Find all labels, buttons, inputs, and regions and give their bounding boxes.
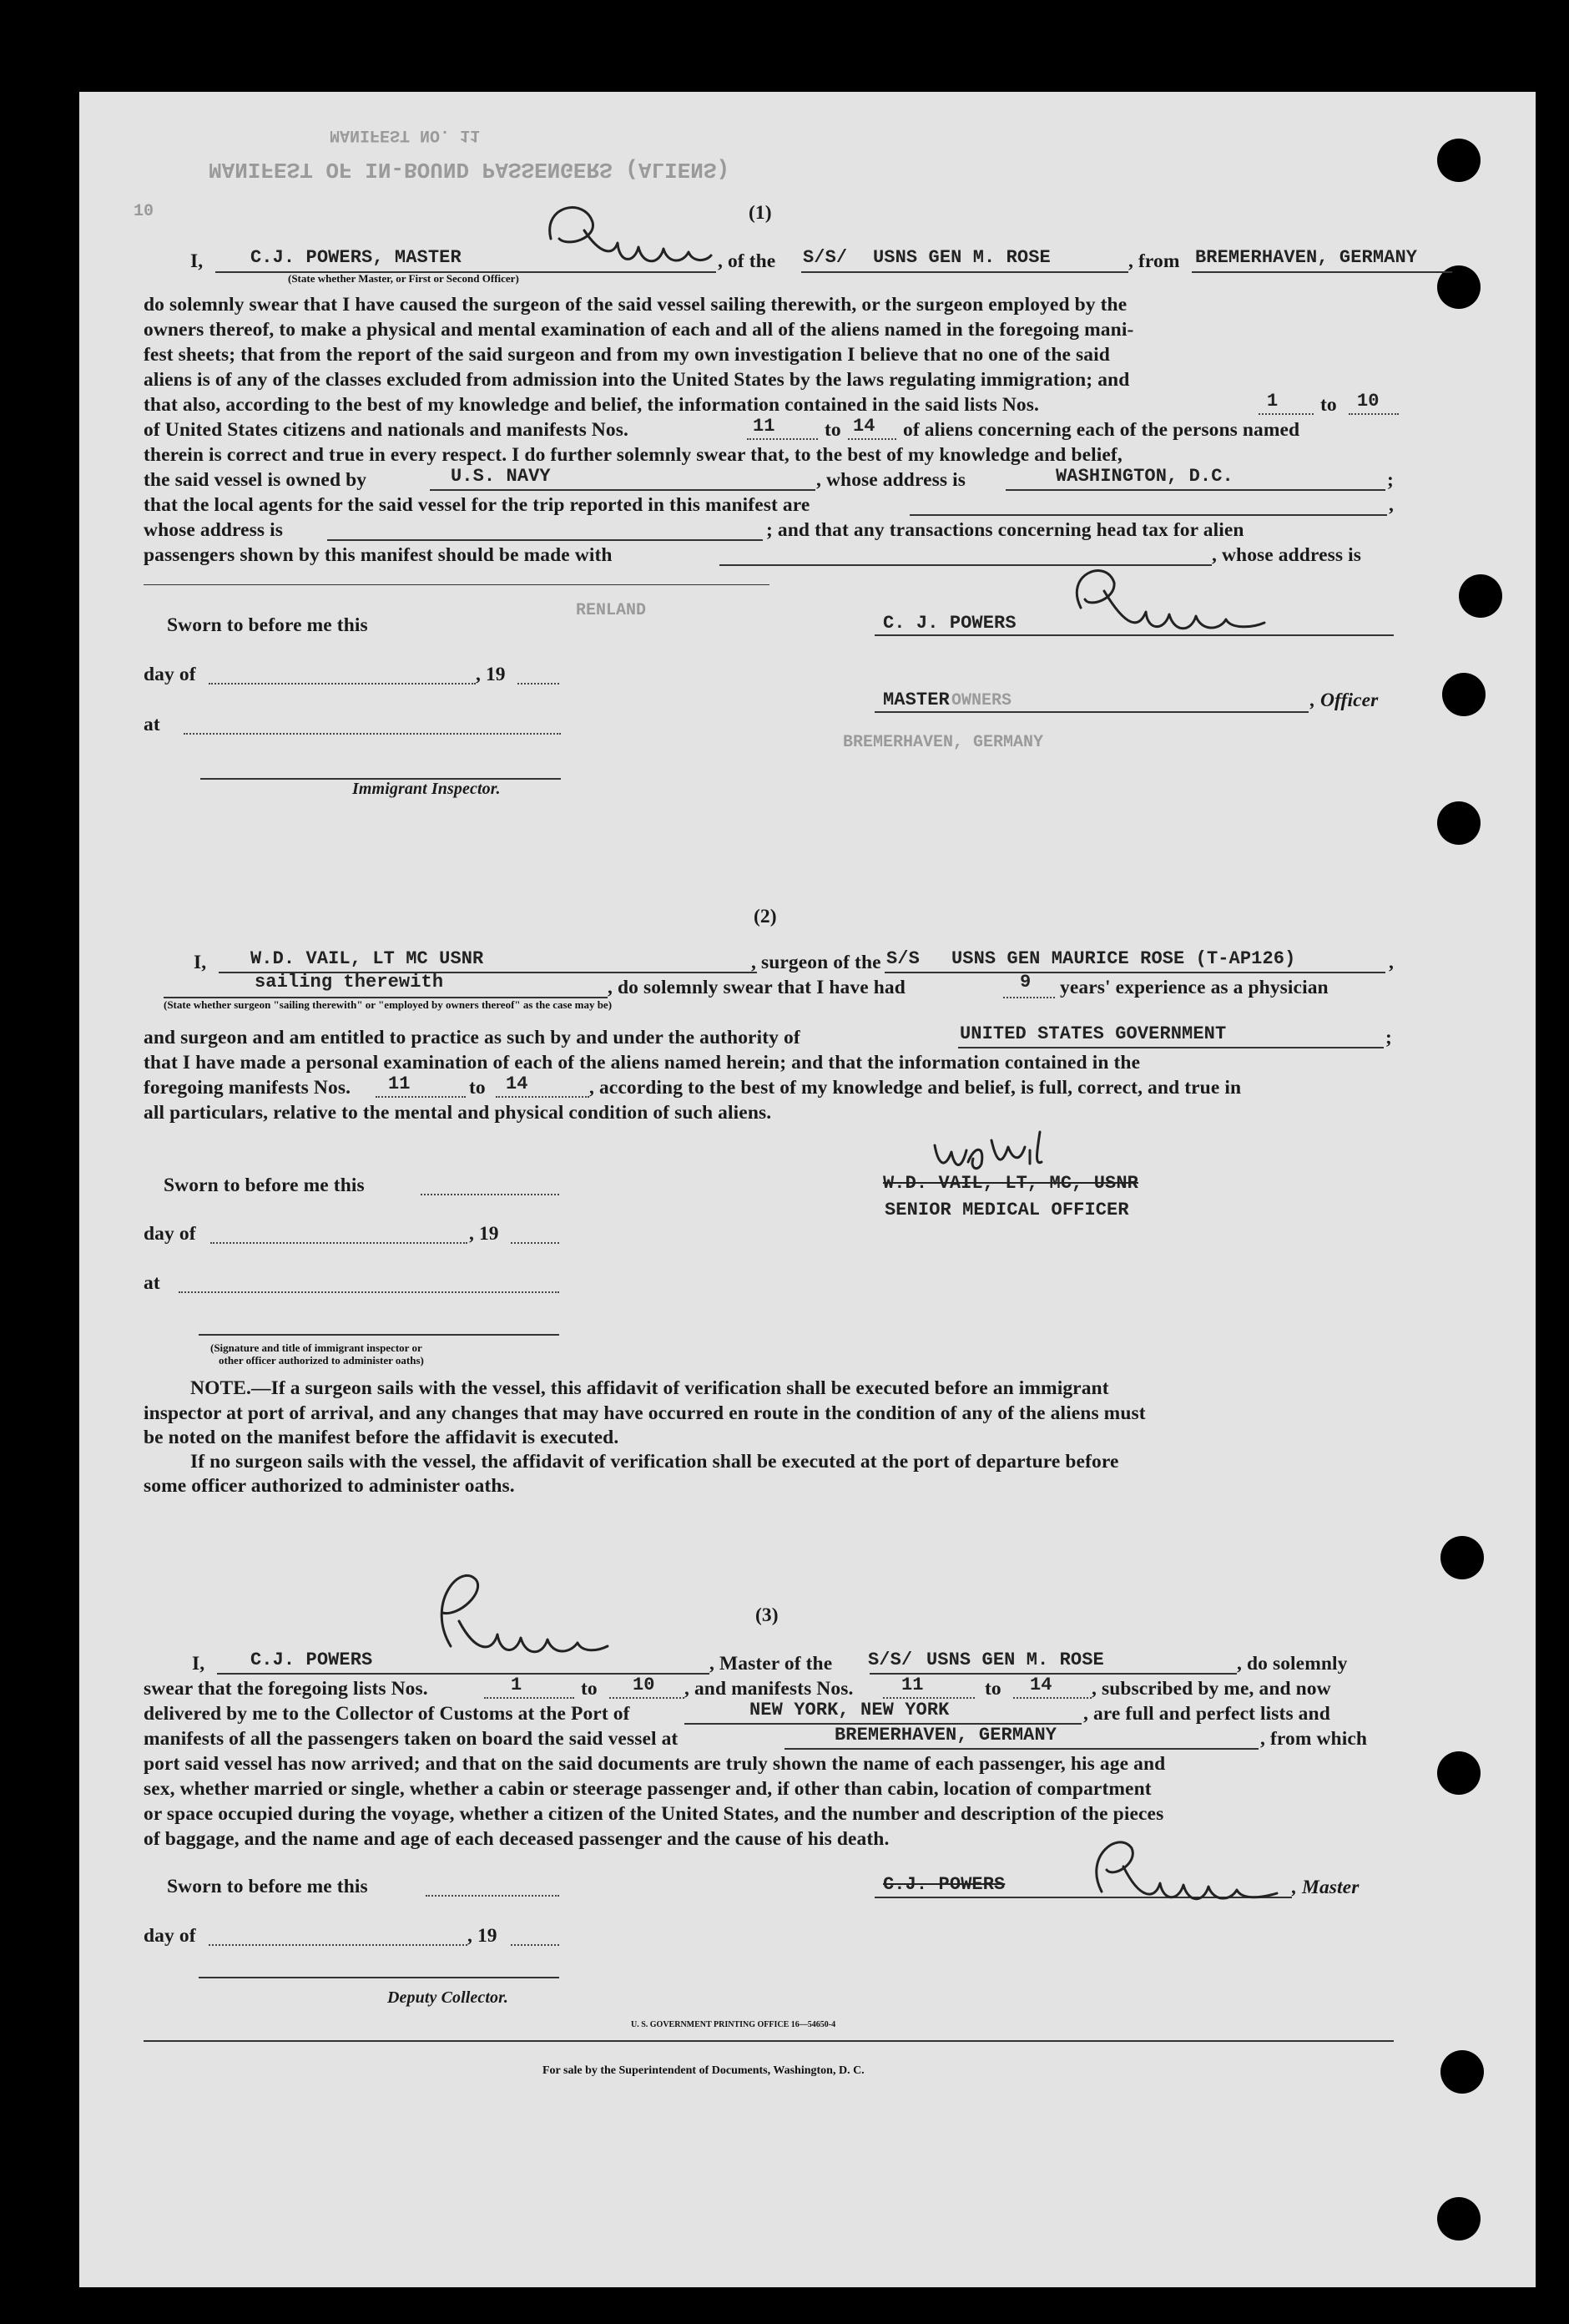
section2-note2: inspector at port of arrival, and any changes that may have occurred en route in the condition of any of the aliens must — [144, 1402, 1146, 1424]
section1-ss: S/S/ — [803, 247, 848, 268]
section1-line8b: , whose address is — [816, 469, 966, 491]
punch-hole — [1437, 139, 1481, 182]
section3-line3a: delivered by me to the Collector of Customs at the Port of — [144, 1703, 630, 1725]
section3-line6: sex, whether married or single, whether a cabin or steerage passenger and, if other than cabin, location of compartment — [144, 1778, 1152, 1800]
section2-man-from: 11 — [388, 1074, 411, 1094]
section1-nineteen: , 19 — [476, 664, 506, 685]
section3-arrival-port: NEW YORK, NEW YORK — [749, 1700, 950, 1720]
master-signature-3 — [392, 1554, 618, 1671]
section3-line8: of baggage, and the name and age of each deceased passenger and the cause of his death. — [144, 1828, 890, 1850]
section3-line2c: , subscribed by me, and now — [1092, 1678, 1331, 1700]
section1-line11b: , whose address is — [1212, 544, 1361, 566]
section1-day-of: day of — [144, 664, 196, 685]
section2-line5b: , according to the best of my knowledge and belief, is full, correct, and true in — [589, 1077, 1242, 1099]
section1-line8a: the said vessel is owned by — [144, 469, 367, 491]
section2-line5a: foregoing manifests Nos. — [144, 1077, 351, 1099]
section1-from: , from — [1128, 250, 1180, 272]
section3-i: I, — [192, 1653, 205, 1675]
section3-solemnly: , do solemnly — [1237, 1653, 1348, 1675]
punch-hole — [1440, 2050, 1484, 2094]
section2-line3a: and surgeon and am entitled to practice as such by and under the authority of — [144, 1027, 800, 1048]
section3-ss: S/S/ — [868, 1650, 913, 1670]
section3-to1: to — [581, 1678, 598, 1700]
section1-line4: aliens is of any of the classes excluded from admission into the United States by the laws regulating immigration; and — [144, 369, 1130, 391]
section2-signer: W.D. VAIL, LT, MC, USNR — [883, 1173, 1138, 1194]
section1-master-name: C.J. POWERS, MASTER — [250, 247, 462, 268]
section1-line6a: of United States citizens and nationals and manifests Nos. — [144, 419, 628, 441]
section2-i: I, — [194, 952, 207, 973]
section1-line5a: that also, according to the best of my knowledge and belief, the information contained in the said lists Nos. — [144, 394, 1039, 416]
section2-man-to: 14 — [506, 1074, 528, 1094]
section2-line6: all particulars, relative to the mental and physical condition of such aliens. — [144, 1102, 772, 1124]
section1-owner-address: WASHINGTON, D.C. — [1056, 466, 1234, 487]
punch-hole — [1440, 1536, 1484, 1579]
section2-years: 9 — [1020, 972, 1032, 993]
section1-man-to: 14 — [853, 416, 875, 437]
section2-ship: USNS GEN MAURICE ROSE (T-AP126) — [951, 948, 1296, 969]
section3-master-of: , Master of the — [709, 1653, 833, 1675]
section2-authority: UNITED STATES GOVERNMENT — [960, 1023, 1227, 1044]
section1-to1: to — [1320, 394, 1337, 416]
section1-line10b: ; and that any transactions concerning head tax for alien — [766, 519, 1244, 541]
section2-sailing: sailing therewith — [255, 972, 444, 993]
section1-ship: USNS GEN M. ROSE — [873, 247, 1051, 268]
footer-gpo: U. S. GOVERNMENT PRINTING OFFICE 16—54650-4 — [631, 2020, 836, 2029]
section1-line6b: of aliens concerning each of the persons named — [903, 419, 1300, 441]
section1-i: I, — [190, 250, 204, 272]
section1-to2: to — [825, 419, 841, 441]
section2-day-of: day of — [144, 1223, 196, 1245]
section1-sworn: Sworn to before me this — [167, 614, 368, 636]
section1-line11a: passengers shown by this manifest should be made with — [144, 544, 613, 566]
section1-of-the: , of the — [718, 250, 776, 272]
ghost-title: MANIFEST OF IN-BOUND PASSENGERS (ALIENS) — [209, 157, 730, 182]
section1-man-from: 11 — [753, 416, 775, 437]
section1-owner: U.S. NAVY — [451, 466, 551, 487]
section3-line2b: , and manifests Nos. — [684, 1678, 854, 1700]
section2-line4: that I have made a personal examination of each of the aliens named herein; and that the information contained in the — [144, 1052, 1141, 1074]
section1-officer: , Officer — [1310, 690, 1379, 711]
section2-note-label: NOTE. — [190, 1377, 251, 1399]
section1-line1: do solemnly swear that I have caused the surgeon of the said vessel sailing therewith, or the surgeon employed by the — [144, 294, 1128, 316]
master-signature — [534, 197, 726, 280]
ghost-owners: OWNERS — [951, 691, 1012, 710]
section2-signer-title: SENIOR MEDICAL OFFICER — [885, 1200, 1129, 1220]
section2-at: at — [144, 1272, 160, 1294]
section2-note4: If no surgeon sails with the vessel, the affidavit of verification shall be executed at the port of departure before — [190, 1451, 1119, 1473]
punch-hole — [1437, 2197, 1481, 2241]
section3-list-to: 10 — [633, 1675, 655, 1695]
ghost-manifest-no: MANIFEST NO. 11 — [330, 125, 481, 144]
section3-departure-port: BREMERHAVEN, GERMANY — [835, 1725, 1057, 1746]
section1-line9: that the local agents for the said vessel for the trip reported in this manifest are — [144, 494, 810, 516]
section2-swear: , do solemnly swear that I have had — [608, 977, 906, 998]
section2-surgeon-of: , surgeon of the — [751, 952, 881, 973]
section1-line2: owners thereof, to make a physical and mental examination of each and all of the aliens named in the foregoing mani- — [144, 319, 1134, 341]
section3-to2: to — [985, 1678, 1001, 1700]
section1-line10a: whose address is — [144, 519, 284, 541]
punch-hole — [1437, 1751, 1481, 1795]
section3-day-of: day of — [144, 1925, 196, 1947]
section2-sworn: Sworn to before me this — [164, 1175, 365, 1196]
section3-line3b: , are full and perfect lists and — [1083, 1703, 1330, 1725]
section1-comma: , — [1389, 494, 1394, 516]
section3-man-from: 11 — [901, 1675, 924, 1695]
section3-signer: C.J. POWERS — [883, 1874, 1006, 1895]
section1-list-from: 1 — [1267, 391, 1279, 412]
section3-line4a: manifests of all the passengers taken on board the said vessel at — [144, 1728, 679, 1750]
ghost-left-mark: 10 — [134, 202, 154, 221]
section2-note1-row — [190, 1377, 1109, 1400]
section3-ship: USNS GEN M. ROSE — [926, 1650, 1104, 1670]
section1-inspector: Immigrant Inspector. — [352, 780, 501, 798]
master-signature-4 — [1077, 1826, 1294, 1910]
section1-at: at — [144, 714, 160, 735]
section1-signer: C. J. POWERS — [883, 613, 1017, 634]
section2-number: (2) — [754, 906, 777, 927]
ghost-middle: RENLAND — [576, 601, 647, 620]
section1-port: BREMERHAVEN, GERMANY — [1195, 247, 1418, 268]
section3-collector: Deputy Collector. — [387, 1988, 509, 2007]
section1-title-value: MASTER — [883, 690, 950, 710]
punch-hole — [1459, 574, 1502, 618]
section2-ss: S/S — [886, 948, 920, 969]
punch-hole — [1437, 801, 1481, 845]
section3-line2a: swear that the foregoing lists Nos. — [144, 1678, 428, 1700]
section2-note1: —If a surgeon sails with the vessel, this affidavit of verification shall be executed before an immigrant — [250, 1377, 1109, 1399]
section1-line3: fest sheets; that from the report of the said surgeon and from my own investigation I believe that no one of the said — [144, 344, 1110, 366]
section1-caption: (State whether Master, or First or Second Officer) — [288, 272, 519, 285]
section2-sig-caption1: (Signature and title of immigrant inspector or — [210, 1341, 422, 1354]
section3-master: , Master — [1292, 1877, 1360, 1898]
section1-line7: therein is correct and true in every respect. I do further solemnly swear that, to the best of my knowledge and belief, — [144, 444, 1123, 466]
section2-to: to — [469, 1077, 486, 1099]
section1-number: (1) — [749, 202, 772, 224]
section2-note5: some officer authorized to administer oaths. — [144, 1475, 515, 1497]
section1-semicolon: ; — [1387, 469, 1394, 491]
section3-line5: port said vessel has now arrived; and that on the said documents are truly shown the name of each passenger, his age and — [144, 1753, 1166, 1775]
footer-sale: For sale by the Superintendent of Documents, Washington, D. C. — [542, 2064, 865, 2077]
section2-experience: years' experience as a physician — [1060, 977, 1329, 998]
section3-line4b: , from which — [1260, 1728, 1368, 1750]
section2-nineteen: , 19 — [469, 1223, 499, 1245]
ghost-lower: BREMERHAVEN, GERMANY — [843, 733, 1044, 752]
section3-list-from: 1 — [511, 1675, 522, 1695]
section2-comma: , — [1389, 952, 1394, 973]
section2-caption: (State whether surgeon "sailing therewith" or "employed by owners thereof" as the case may be) — [164, 998, 613, 1011]
section2-surgeon-name: W.D. VAIL, LT MC USNR — [250, 948, 484, 969]
section1-list-to: 10 — [1357, 391, 1380, 412]
master-signature-2 — [1056, 558, 1289, 644]
section3-man-to: 14 — [1030, 1675, 1052, 1695]
section3-nineteen: , 19 — [467, 1925, 497, 1947]
section3-sworn: Sworn to before me this — [167, 1876, 368, 1897]
section3-number: (3) — [755, 1604, 779, 1626]
section2-note3: be noted on the manifest before the affidavit is executed. — [144, 1427, 619, 1448]
punch-hole — [1442, 673, 1486, 716]
section2-semicolon: ; — [1385, 1027, 1392, 1048]
section3-master-name: C.J. POWERS — [250, 1650, 373, 1670]
section3-line7: or space occupied during the voyage, whether a citizen of the United States, and the number and description of the pieces — [144, 1803, 1164, 1825]
section2-sig-caption2: other officer authorized to administer oaths) — [219, 1354, 424, 1367]
